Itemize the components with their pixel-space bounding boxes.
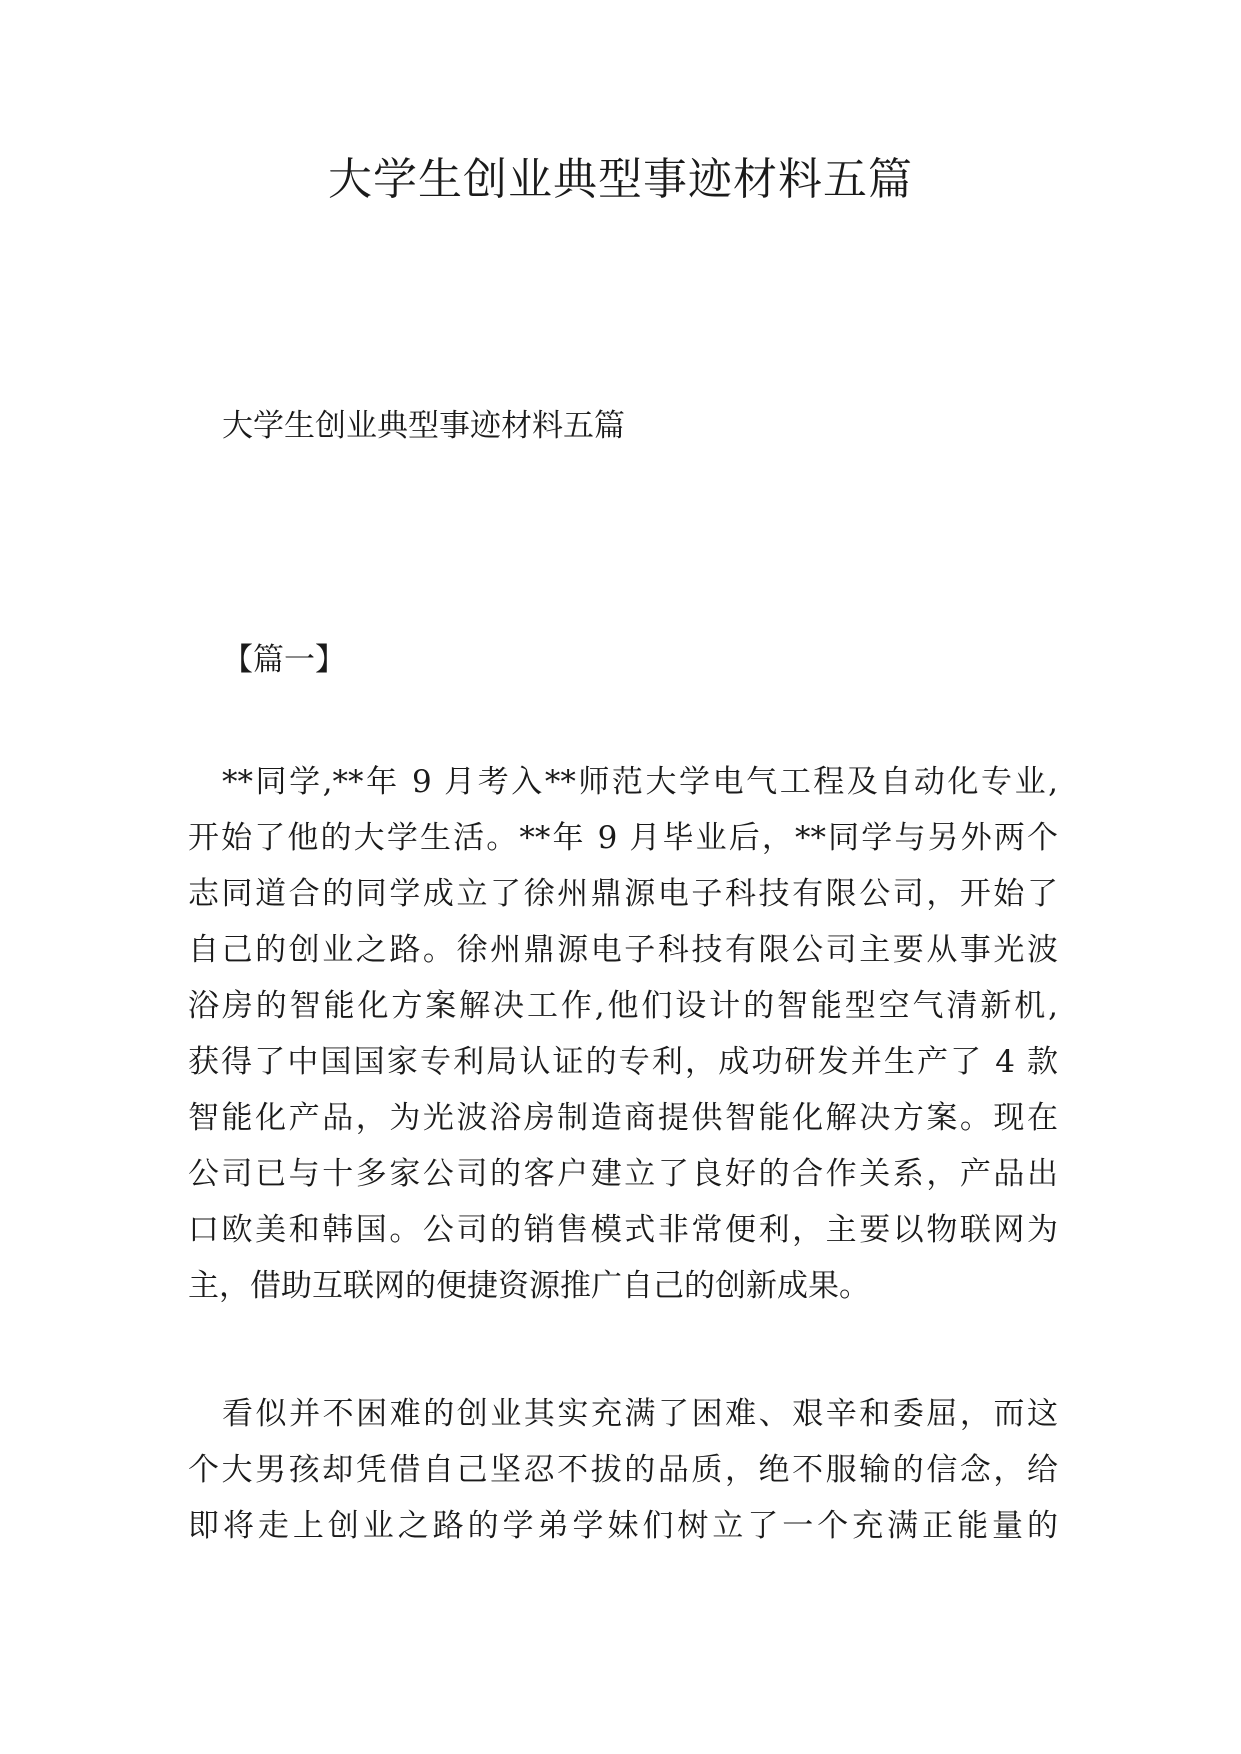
paragraph-line: 自己的创业之路。徐州鼎源电子科技有限公司主要从事光波	[188, 932, 1058, 968]
paragraph-line: 主，借助互联网的便捷资源推广自己的创新成果。	[188, 1268, 870, 1304]
paragraph-line: 志同道合的同学成立了徐州鼎源电子科技有限公司，开始了	[188, 876, 1058, 912]
document-title: 大学生创业典型事迹材料五篇	[328, 154, 913, 205]
paragraph-line: 即将走上创业之路的学弟学妹们树立了一个充满正能量的	[188, 1508, 1058, 1544]
paragraph-line: 看似并不困难的创业其实充满了困难、艰辛和委屈，而这	[222, 1396, 1058, 1432]
paragraph-2	[188, 1386, 1058, 1554]
paragraph-line: 个大男孩却凭借自己坚忍不拔的品质，绝不服输的信念，给	[188, 1452, 1058, 1488]
paragraph-line: 口欧美和韩国。公司的销售模式非常便利，主要以物联网为	[188, 1212, 1058, 1248]
paragraph-line: 公司已与十多家公司的客户建立了良好的合作关系，产品出	[188, 1156, 1058, 1192]
document-subtitle: 大学生创业典型事迹材料五篇	[222, 408, 625, 444]
paragraph-line: 开始了他的大学生活。**年 9 月毕业后，**同学与另外两个	[188, 820, 1058, 856]
paragraph-1	[188, 754, 1058, 1314]
section-heading: 【篇一】	[222, 642, 346, 678]
paragraph-line: 获得了中国国家专利局认证的专利，成功研发并生产了 4 款	[188, 1044, 1058, 1080]
paragraph-line: **同学,**年 9 月考入**师范大学电气工程及自动化专业,	[222, 764, 1058, 800]
paragraph-line: 智能化产品，为光波浴房制造商提供智能化解决方案。现在	[188, 1100, 1058, 1136]
paragraph-line: 浴房的智能化方案解决工作,他们设计的智能型空气清新机,	[188, 988, 1058, 1024]
